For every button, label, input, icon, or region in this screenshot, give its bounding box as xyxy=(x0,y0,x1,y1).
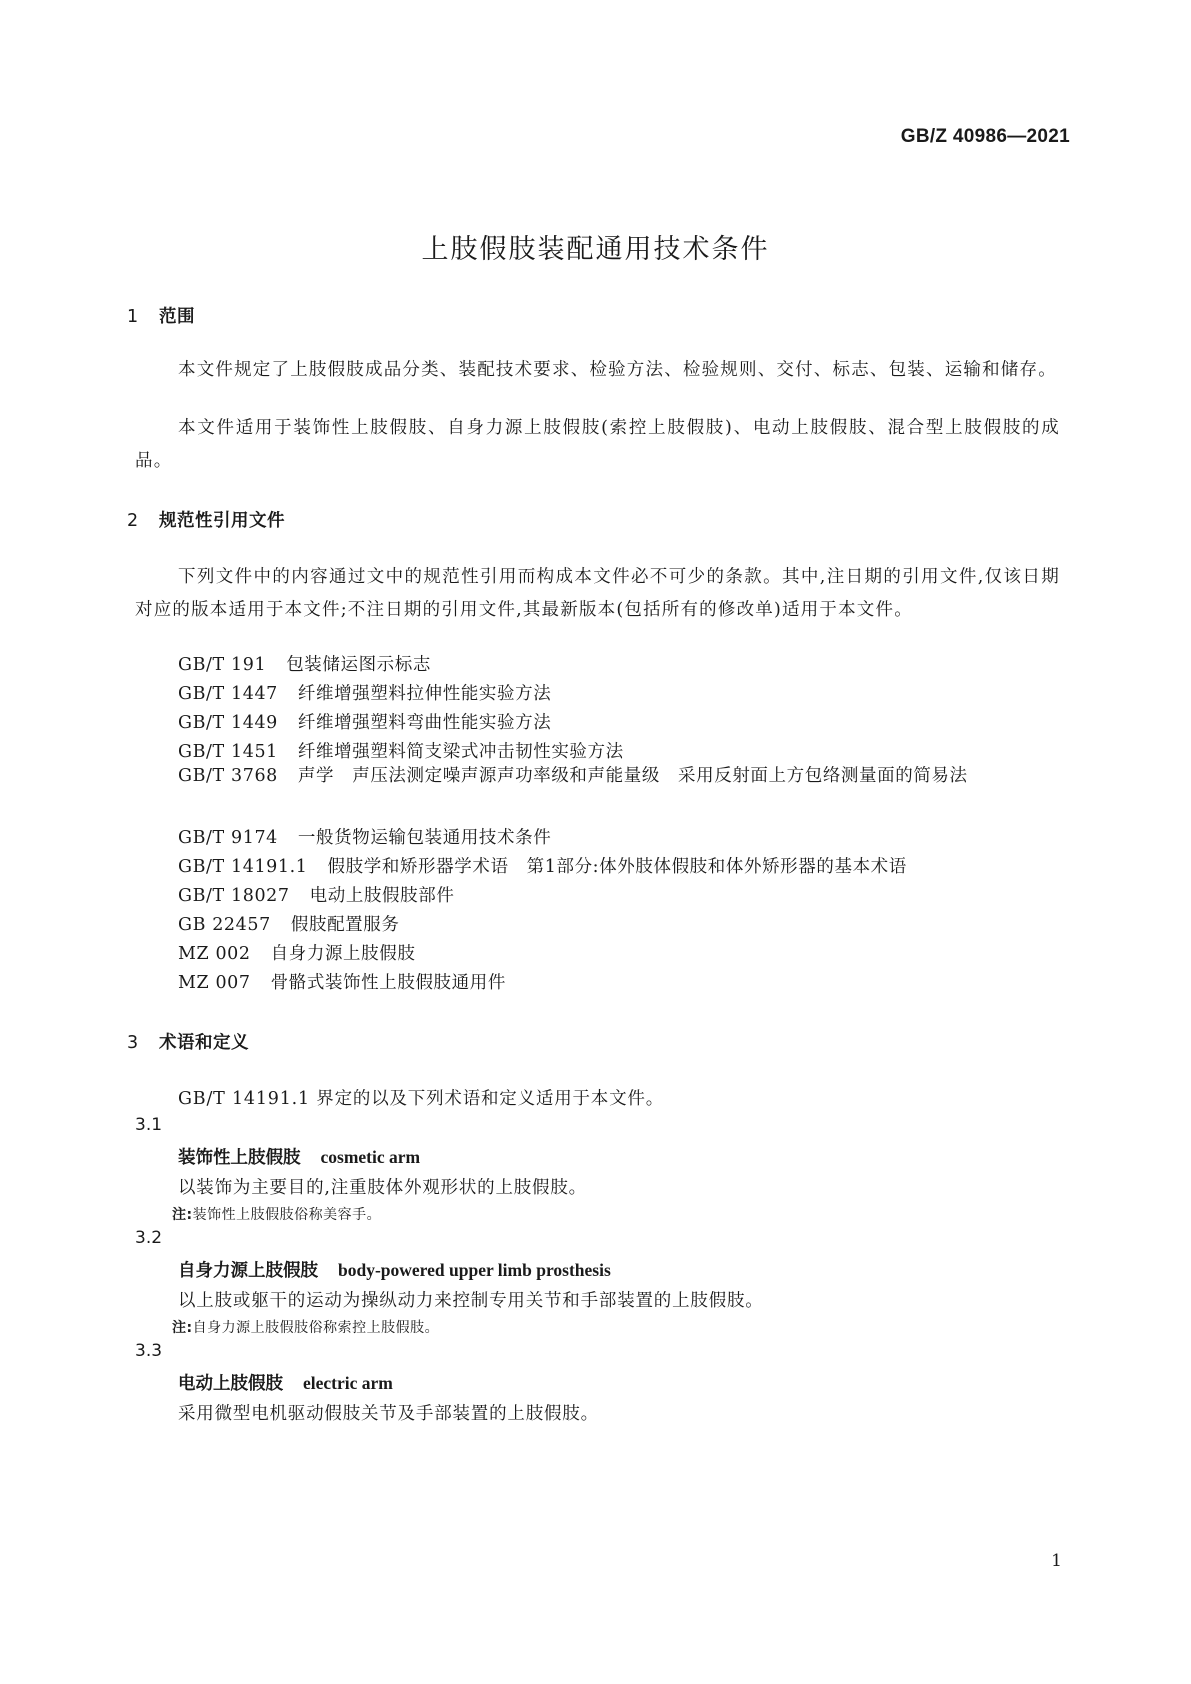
reference-title: 包装储运图示标志 xyxy=(286,655,431,675)
term-definition: 以装饰为主要目的,注重肢体外观形状的上肢假肢。 xyxy=(178,1178,587,1198)
reference-item xyxy=(135,760,1060,793)
reference-code: GB/T 191 xyxy=(178,655,267,675)
reference-item xyxy=(178,940,415,965)
reference-code: GB/T 18027 xyxy=(178,886,290,906)
reference-item xyxy=(178,709,551,734)
reference-code: GB/T 9174 xyxy=(178,828,278,848)
reference-title: 一般货物运输包装通用技术条件 xyxy=(297,828,552,848)
term-chinese: 电动上肢假肢 xyxy=(178,1374,283,1394)
term-english: body-powered upper limb prosthesis xyxy=(338,1260,611,1280)
paragraph: 本文件适用于装饰性上肢假肢、自身力源上肢假肢(索控上肢假肢)、电动上肢假肢、混合型上肢假肢的成品。 xyxy=(135,418,1060,471)
document-title: 上肢假肢装配通用技术条件 xyxy=(421,234,770,265)
reference-code: GB 22457 xyxy=(178,915,271,935)
note-label: 注: xyxy=(172,1207,193,1223)
term-heading xyxy=(178,1257,611,1282)
paragraph: 本文件规定了上肢假肢成品分类、装配技术要求、检验方法、检验规则、交付、标志、包装、运输和储存。 xyxy=(178,360,1057,380)
reference-item xyxy=(178,651,431,676)
note-text: 装饰性上肢假肢俗称美容手。 xyxy=(192,1207,382,1223)
term-note xyxy=(172,1317,439,1337)
reference-item xyxy=(178,911,399,936)
paragraph: 下列文件中的内容通过文中的规范性引用而构成本文件必不可少的条款。其中,注日期的引用文件,仅该日期对应的版本适用于本文件;不注日期的引用文件,其最新版本(包括所有的修改单)适用于本文件。 xyxy=(135,567,1060,620)
reference-code: MZ 007 xyxy=(178,973,251,993)
term-definition: 采用微型电机驱动假肢关节及手部装置的上肢假肢。 xyxy=(178,1404,599,1424)
term-note xyxy=(172,1204,381,1224)
reference-title: 纤维增强塑料弯曲性能实验方法 xyxy=(297,713,552,733)
section-heading-scope xyxy=(127,303,195,328)
reference-code: GB/T 1449 xyxy=(178,713,278,733)
term-heading xyxy=(178,1144,420,1169)
reference-item xyxy=(178,882,454,907)
section-title: 规范性引用文件 xyxy=(159,511,285,531)
term-english: electric arm xyxy=(303,1373,393,1393)
reference-title: 假肢配置服务 xyxy=(290,915,400,935)
reference-title: 纤维增强塑料拉伸性能实验方法 xyxy=(297,684,552,704)
section-heading-normative-references xyxy=(127,507,285,532)
paragraph: GB/T 14191.1 界定的以及下列术语和定义适用于本文件。 xyxy=(178,1089,664,1109)
term-chinese: 装饰性上肢假肢 xyxy=(178,1148,301,1168)
reference-code: GB/T 1451 xyxy=(178,742,278,762)
section-number: 1 xyxy=(127,307,139,327)
reference-title: 电动上肢假肢部件 xyxy=(309,886,455,906)
section-heading-terms-definitions xyxy=(127,1029,249,1054)
reference-item xyxy=(178,824,551,849)
reference-title: 骨骼式装饰性上肢假肢通用件 xyxy=(270,973,506,993)
reference-code: GB/T 3768 xyxy=(178,766,278,786)
note-label: 注: xyxy=(172,1320,193,1336)
section-title: 术语和定义 xyxy=(159,1033,249,1053)
page-number: 1 xyxy=(1051,1551,1062,1571)
reference-item xyxy=(178,969,506,994)
standard-code: GB/Z 40986—2021 xyxy=(900,126,1070,147)
term-heading xyxy=(178,1370,393,1395)
reference-item xyxy=(178,853,907,878)
term-number: 3.2 xyxy=(135,1228,163,1248)
reference-title: 声学 声压法测定噪声源声功率级和声能量级 采用反射面上方包络测量面的简易法 xyxy=(297,766,968,786)
reference-title: 假肢学和矫形器学术语 第1部分:体外肢体假肢和体外矫形器的基本术语 xyxy=(327,857,907,877)
section-number: 2 xyxy=(127,511,139,531)
reference-title: 纤维增强塑料简支梁式冲击韧性实验方法 xyxy=(297,742,624,762)
reference-code: GB/T 14191.1 xyxy=(178,857,308,877)
term-definition: 以上肢或躯干的运动为操纵动力来控制专用关节和手部装置的上肢假肢。 xyxy=(178,1291,764,1311)
reference-code: MZ 002 xyxy=(178,944,251,964)
reference-title: 自身力源上肢假肢 xyxy=(270,944,416,964)
note-text: 自身力源上肢假肢俗称索控上肢假肢。 xyxy=(192,1320,440,1336)
term-number: 3.3 xyxy=(135,1341,163,1361)
reference-code: GB/T 1447 xyxy=(178,684,278,704)
term-chinese: 自身力源上肢假肢 xyxy=(178,1261,318,1281)
term-english: cosmetic arm xyxy=(320,1147,421,1167)
section-title: 范围 xyxy=(159,307,195,327)
reference-item xyxy=(178,680,551,705)
section-number: 3 xyxy=(127,1033,139,1053)
term-number: 3.1 xyxy=(135,1115,163,1135)
